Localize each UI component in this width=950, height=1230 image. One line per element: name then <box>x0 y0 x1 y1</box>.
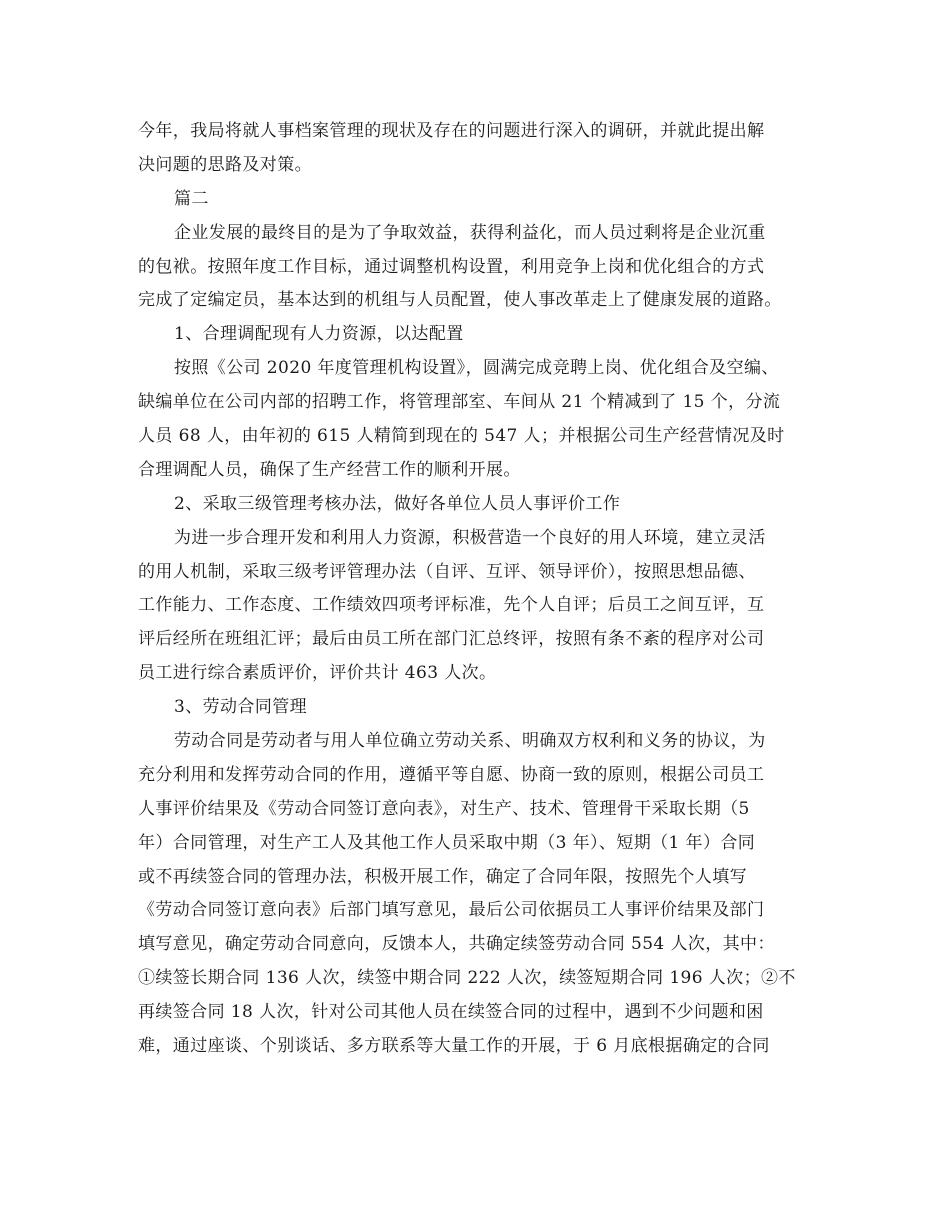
text-line: 今年，我局将就人事档案管理的现状及存在的问题进行深入的调研，并就此提出解 <box>138 121 765 141</box>
text-line: 劳动合同是劳动者与用人单位确立劳动关系、明确双方权利和义务的协议，为 <box>174 731 766 752</box>
text-line: 的用人机制，采取三级考评管理办法（自评、互评、领导评价），按照思想品德、 <box>138 561 756 582</box>
text-line: ①续签长期合同 136 人次，续签中期合同 222 人次，续签短期合同 196 人次；②不 <box>138 968 796 989</box>
text-line: 或不再续签合同的管理办法，积极开展工作，确定了合同年限，按照先个人填写 <box>138 866 747 887</box>
text-line: 工作能力、工作态度、工作绩效四项考评标准，先个人自评；后员工之间互评，互 <box>138 595 765 616</box>
text-line: 合理调配人员，确保了生产经营工作的顺利开展。 <box>138 459 521 480</box>
text-line: 员工进行综合素质评价，评价共计 463 人次。 <box>138 663 497 684</box>
text-line: 人员 68 人，由年初的 615 人精简到现在的 547 人；并根据公司生产经营情况及时 <box>138 426 785 447</box>
text-line: 《劳动合同签订意向表》后部门填写意见，最后公司依据员工人事评价结果及部门 <box>138 900 765 921</box>
text-line: 再续签合同 18 人次，针对公司其他人员在续签合同的过程中，遇到不少问题和困 <box>138 1002 764 1023</box>
text-line: 难，通过座谈、个别谈话、多方联系等大量工作的开展，于 6 月底根据确定的合同 <box>138 1036 770 1057</box>
text-line: 决问题的思路及对策。 <box>138 154 312 175</box>
text-line: 缺编单位在公司内部的招聘工作，将管理部室、车间从 21 个精减到了 15 个，分流 <box>138 392 781 413</box>
text-line: 年）合同管理，对生产工人及其他工作人员采取中期（3 年）、短期（1 年）合同 <box>138 832 756 853</box>
text-line: 完成了定编定员，基本达到的机组与人员配置，使人事改革走上了健康发展的道路。 <box>138 290 782 311</box>
text-line: 按照《公司 2020 年度管理机构设置》，圆满完成竞聘上岗、优化组合及空编、 <box>174 358 779 379</box>
text-line: 3、劳动合同管理 <box>174 697 308 718</box>
text-line: 1、合理调配现有人力资源，以达配置 <box>174 324 464 345</box>
text-line: 的包袱。按照年度工作目标，通过调整机构设置，利用竞争上岗和优化组合的方式 <box>138 256 765 277</box>
text-line: 填写意见，确定劳动合同意向，反馈本人，共确定续签劳动合同 554 人次，其中： <box>138 934 775 955</box>
text-line: 充分利用和发挥劳动合同的作用，遵循平等自愿、协商一致的原则，根据公司员工 <box>138 764 765 785</box>
text-line: 篇二 <box>174 188 209 209</box>
document-body <box>138 115 818 1064</box>
text-line: 为进一步合理开发和利用人力资源，积极营造一个良好的用人环境，建立灵活 <box>174 527 766 548</box>
text-line: 评后经所在班组汇评；最后由员工所在部门汇总终评，按照有条不紊的程序对公司 <box>138 629 765 650</box>
text-line: 人事评价结果及《劳动合同签订意向表》，对生产、技术、管理骨干采取长期（5 <box>138 798 750 819</box>
text-line: 企业发展的最终目的是为了争取效益，获得利益化，而人员过剩将是企业沉重 <box>174 222 766 243</box>
text-line: 2、采取三级管理考核办法，做好各单位人员人事评价工作 <box>174 493 621 514</box>
